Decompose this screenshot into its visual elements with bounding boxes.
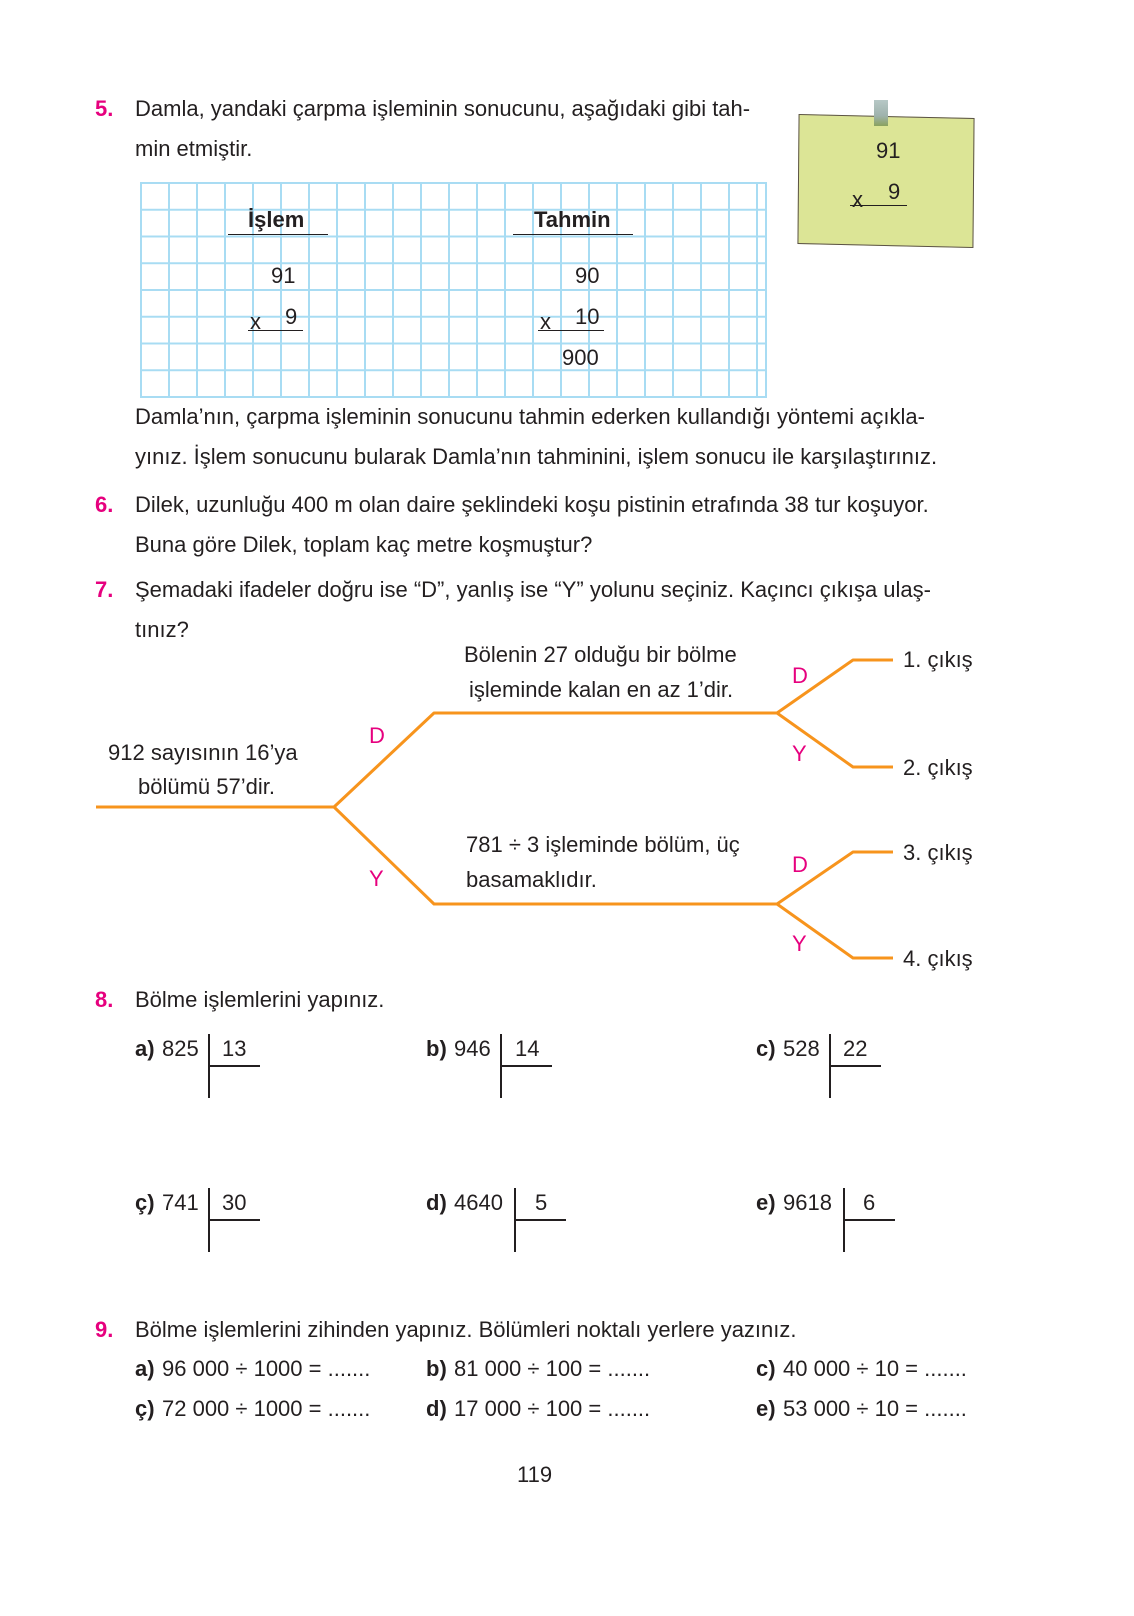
upper-d-label: D	[792, 663, 808, 688]
division-b-divisor: 14	[515, 1036, 540, 1061]
division-e-dividend: 9618	[783, 1190, 832, 1215]
note-multiplicand: 91	[876, 138, 901, 163]
upper-y-label: Y	[792, 741, 807, 766]
division-d-dividend: 4640	[454, 1190, 503, 1215]
exit-2: 2. çıkış	[903, 755, 973, 780]
islem-multiplicand: 91	[271, 263, 296, 288]
division-b-line	[500, 1065, 552, 1067]
question-7-text-line1: Şemadaki ifadeler doğru ise “D”, yanlış ise “Y” yolunu seçiniz. Kaçıncı çıkışa ulaş-	[135, 577, 931, 602]
division-c-line	[829, 1065, 881, 1067]
mental-c-expr: 40 000 ÷ 10 = .......	[783, 1356, 967, 1381]
mental-d-label: d)	[426, 1396, 447, 1421]
mental-d-expr: 17 000 ÷ 100 = .......	[454, 1396, 651, 1421]
mental-c-cedilla-label: ç)	[135, 1396, 155, 1421]
question-number-6: 6.	[95, 492, 114, 517]
question-5-text-line1: Damla, yandaki çarpma işleminin sonucunu, aşağıdaki gibi tah-	[135, 96, 751, 121]
lower-d-label: D	[792, 852, 808, 877]
mental-b-expr: 81 000 ÷ 100 = .......	[454, 1356, 651, 1381]
note-x: x	[852, 187, 863, 212]
page-number: 119	[517, 1462, 553, 1487]
exit-4: 4. çıkış	[903, 946, 973, 971]
division-c-divisor: 22	[843, 1036, 868, 1061]
division-d-divisor: 5	[535, 1190, 548, 1215]
question-6-text-line2: Buna göre Dilek, toplam kaç metre koşmuştur?	[135, 532, 593, 557]
question-7-text-line2: tınız?	[135, 617, 189, 642]
mental-a-expr: 96 000 ÷ 1000 = .......	[162, 1356, 371, 1381]
upper-statement-line2: işleminde kalan en az 1’dir.	[469, 677, 734, 702]
division-c-cedilla-line	[208, 1219, 260, 1221]
lower-statement-line1: 781 ÷ 3 işleminde bölüm, üç	[466, 832, 740, 857]
question-number-9: 9.	[95, 1317, 114, 1342]
upper-statement-line1: Bölenin 27 olduğu bir bölme	[464, 642, 737, 667]
exit-1: 1. çıkış	[903, 647, 973, 672]
mental-e-label: e)	[756, 1396, 776, 1421]
islem-multiplier: 9	[285, 304, 298, 329]
lower-statement-line2: basamaklıdır.	[466, 867, 597, 892]
root-statement-line2: bölümü 57’dir.	[138, 774, 275, 799]
question-number-8: 8.	[95, 987, 114, 1012]
division-a-line	[208, 1065, 260, 1067]
tahmin-multiplier: 10	[575, 304, 600, 329]
division-b-label: b)	[426, 1036, 447, 1061]
division-d-label: d)	[426, 1190, 447, 1215]
division-a-divisor: 13	[222, 1036, 247, 1061]
root-statement-line1: 912 sayısının 16’ya	[108, 740, 298, 765]
question-5-followup-line2: yınız. İşlem sonucunu bularak Damla’nın tahminini, işlem sonucu ile karşılaştırınız.	[135, 444, 938, 469]
question-5-followup-line1: Damla’nın, çarpma işleminin sonucunu tahmin ederken kullandığı yöntemi açıkla-	[135, 404, 925, 429]
mental-c-label: c)	[756, 1356, 776, 1381]
mental-c-cedilla-expr: 72 000 ÷ 1000 = .......	[162, 1396, 371, 1421]
division-e-line	[843, 1219, 895, 1221]
mental-b-label: b)	[426, 1356, 447, 1381]
division-e-divisor: 6	[863, 1190, 876, 1215]
tahmin-x: x	[540, 309, 551, 334]
root-y-label: Y	[369, 866, 384, 891]
mental-a-label: a)	[135, 1356, 155, 1381]
question-6-text-line1: Dilek, uzunluğu 400 m olan daire şeklindeki koşu pistinin etrafında 38 tur koşuyor.	[135, 492, 929, 517]
tahmin-header: Tahmin	[534, 207, 611, 232]
tahmin-result: 900	[562, 345, 599, 370]
islem-x: x	[250, 309, 261, 334]
question-number-7: 7.	[95, 577, 114, 602]
exit-3: 3. çıkış	[903, 840, 973, 865]
division-e-label: e)	[756, 1190, 776, 1215]
question-number-5: 5.	[95, 96, 114, 121]
division-c-cedilla-divisor: 30	[222, 1190, 247, 1215]
islem-header: İşlem	[248, 207, 305, 232]
division-a-label: a)	[135, 1036, 155, 1061]
division-a-dividend: 825	[162, 1036, 199, 1061]
division-d-line	[514, 1219, 566, 1221]
division-c-dividend: 528	[783, 1036, 820, 1061]
question-9-title: Bölme işlemlerini zihinden yapınız. Bölümleri noktalı yerlere yazınız.	[135, 1317, 797, 1342]
mental-e-expr: 53 000 ÷ 10 = .......	[783, 1396, 967, 1421]
division-c-cedilla-dividend: 741	[162, 1190, 199, 1215]
tahmin-multiplicand: 90	[575, 263, 600, 288]
division-b-dividend: 946	[454, 1036, 491, 1061]
question-5-text-line2: min etmiştir.	[135, 136, 253, 161]
division-c-label: c)	[756, 1036, 776, 1061]
note-multiplier: 9	[888, 179, 901, 204]
division-c-cedilla-label: ç)	[135, 1190, 155, 1215]
lower-y-label: Y	[792, 931, 807, 956]
root-d-label: D	[369, 723, 385, 748]
question-8-title: Bölme işlemlerini yapınız.	[135, 987, 385, 1012]
